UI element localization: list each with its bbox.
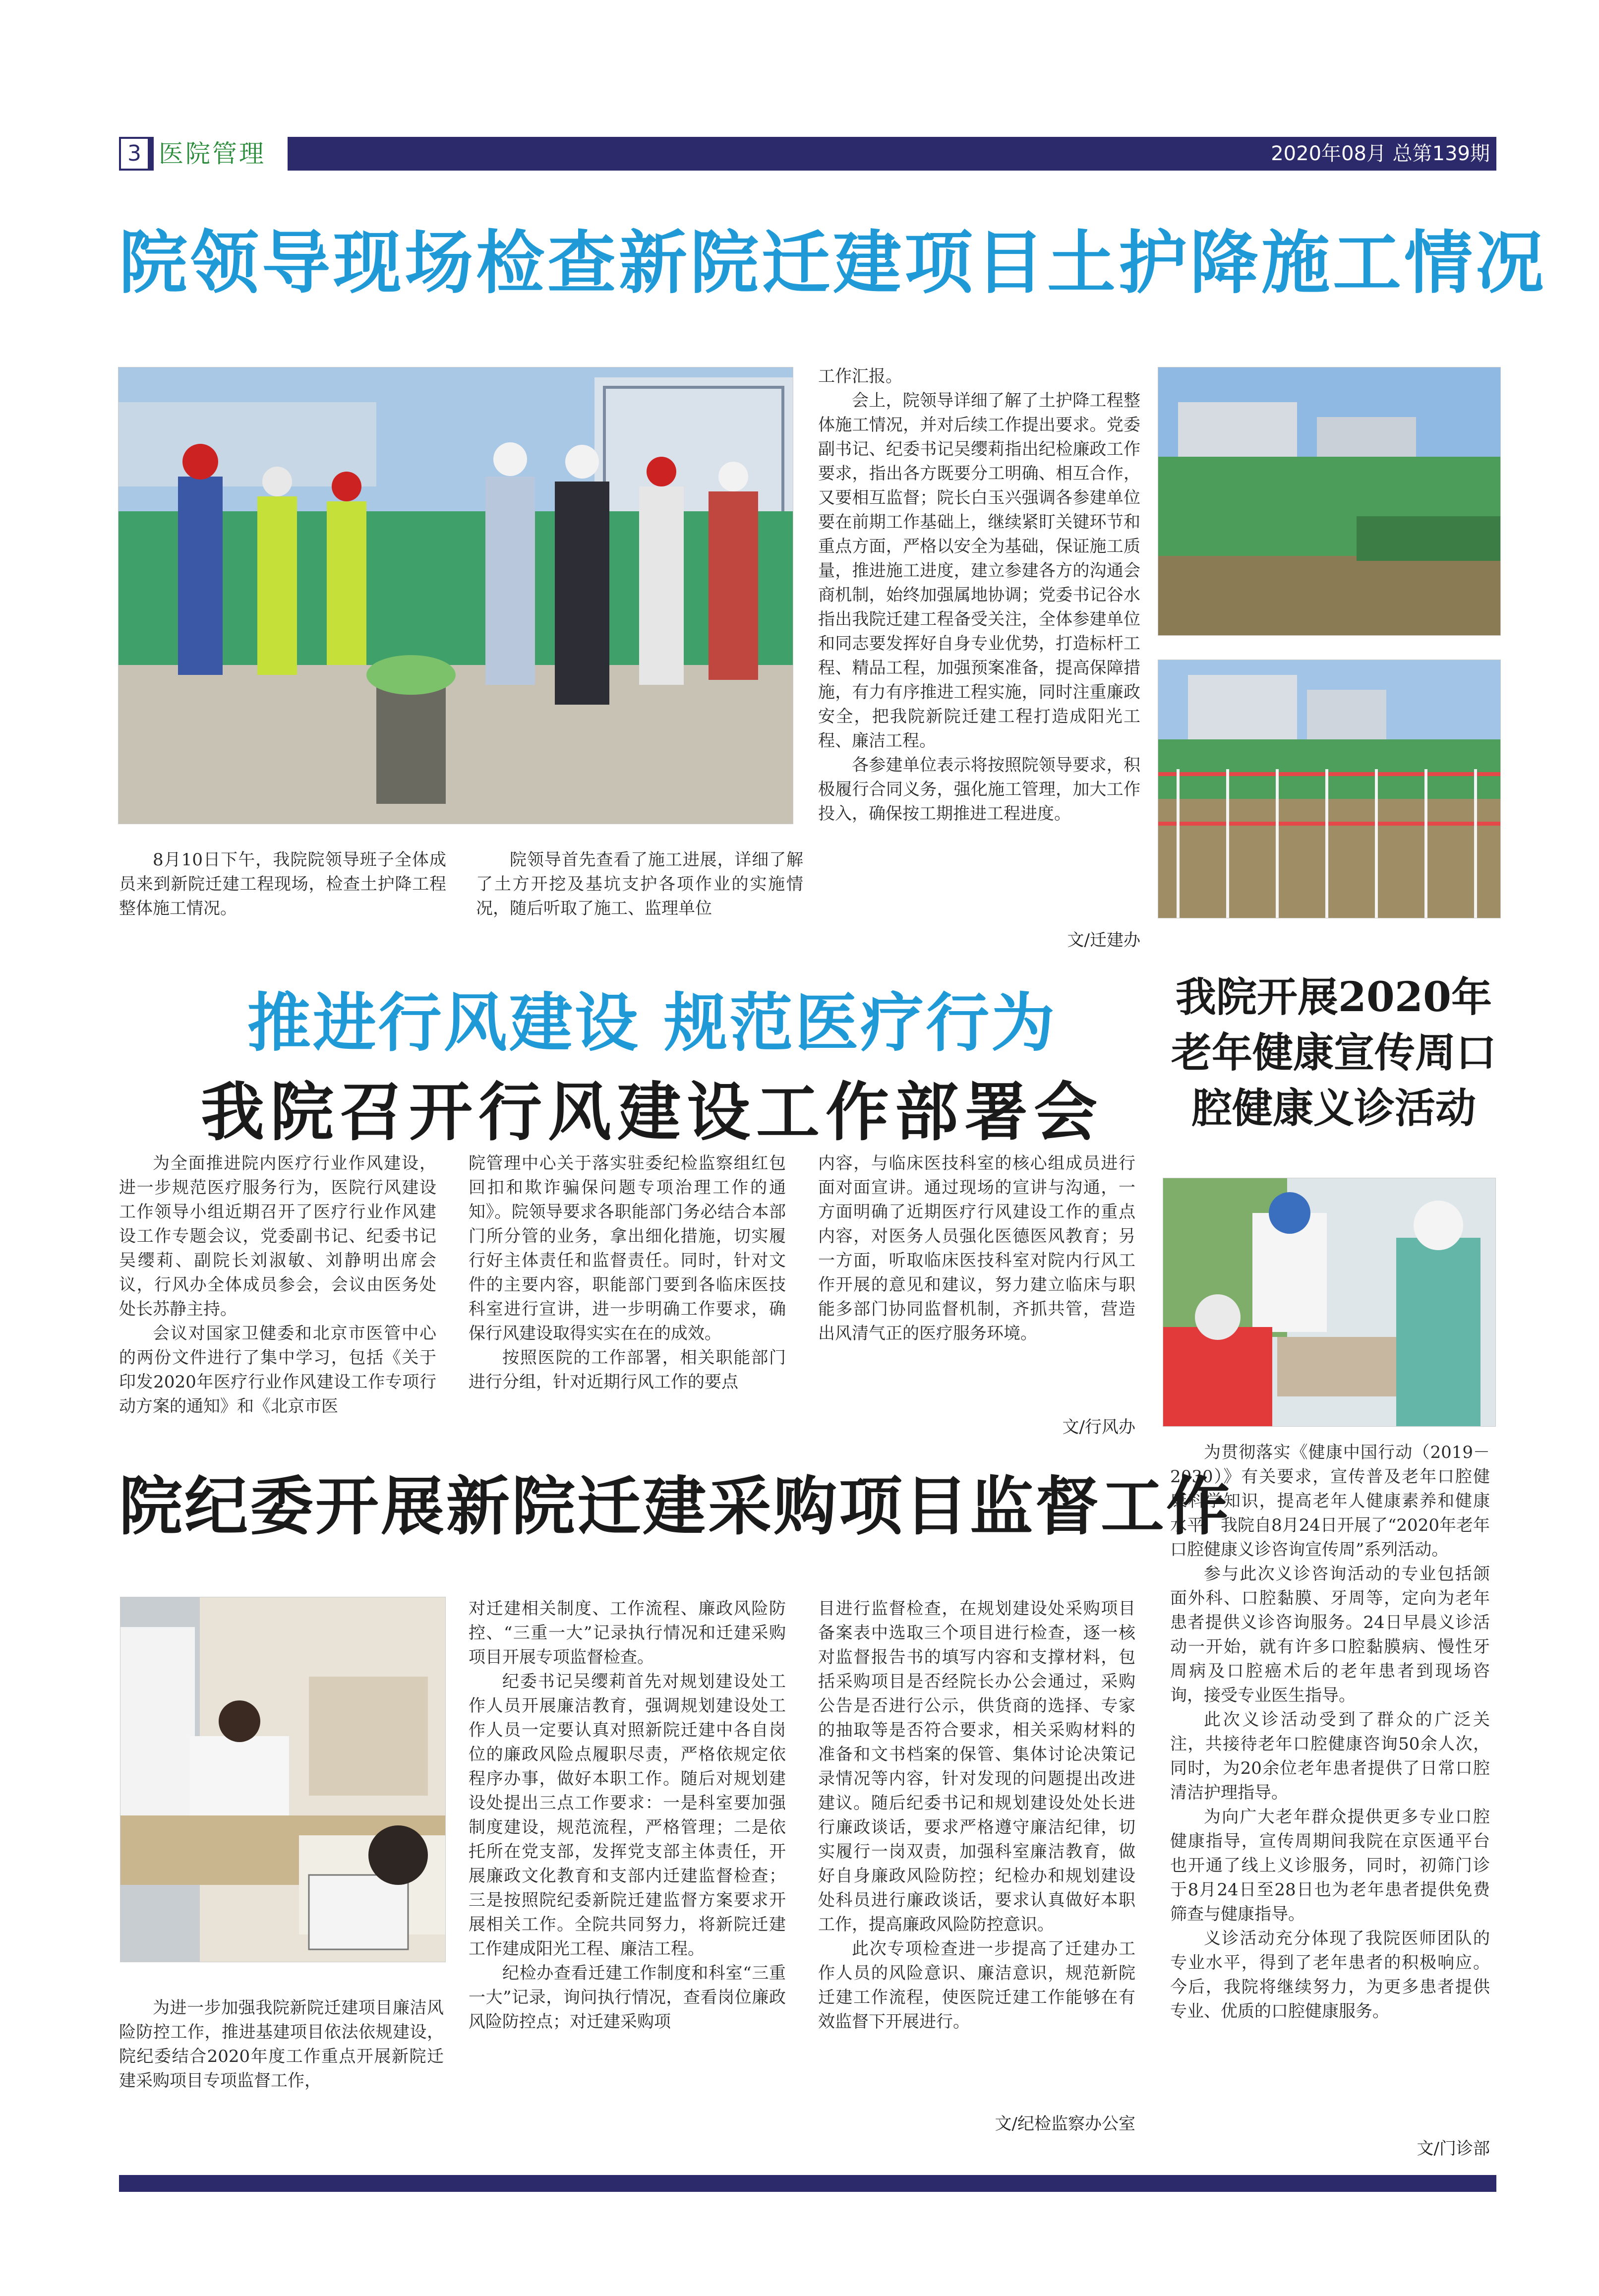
article2-column-1 — [119, 1151, 436, 1419]
paragraph: 纪检办查看迁建工作制度和科室“三重一大”记录，询问执行情况，查看岗位廉政风险防控点；对迁建采购项 — [469, 1963, 786, 2032]
paragraph: 工作汇报。 — [818, 366, 902, 386]
article2-title-line2: 我院召开行风建设工作部署会 — [200, 1075, 1103, 1149]
paragraph: 为进一步加强我院新院迁建项目廉洁风险防控工作，推进基建项目依法依规建设，院纪委结合2020年度工作重点开展新院迁建采购项目专项监督工作， — [119, 1998, 444, 2091]
article1-column-1 — [119, 848, 446, 921]
disciplinary-meeting-photo — [120, 1597, 446, 1962]
paragraph: 参与此次义诊咨询活动的专业包括颌面外科、口腔黏膜、牙周等，定向为老年患者提供义诊咨询服务。24日早晨义诊活动一开始，就有许多口腔黏膜病、慢性牙周病及口腔癌术后的老年患者到现场咨询，接受专业医生指导。 — [1170, 1564, 1490, 1705]
article1-title: 院领导现场检查新院迁建项目土护降施工情况 — [119, 222, 1547, 303]
page-number: 3 — [119, 137, 150, 171]
section-label: 医院管理 — [154, 136, 288, 172]
article3-column-3 — [818, 1597, 1135, 2034]
article2-column-3 — [818, 1151, 1135, 1346]
paragraph: 院管理中心关于落实驻委纪检监察组红包回扣和欺诈骗保问题专项治理工作的通知》。院领导要求各职能部门务必结合本部门所分管的业务，拿出细化措施，切实履行好主体责任和监督责任。同时，针对文件的主要内容，职能部门要到各临床医技科室进行宣讲，进一步明确工作要求，确保行风建设取得实实在在的成效。 — [469, 1153, 786, 1343]
paragraph: 此次专项检查进一步提高了迁建办工作人员的风险意识、廉洁意识，规范新院迁建工作流程，使医院迁建工作能够在有效监督下开展进行。 — [818, 1939, 1135, 2032]
construction-site-photo — [118, 367, 793, 824]
paragraph: 此次义诊活动受到了群众的广泛关注，共接待老年口腔健康咨询50余人次，同时，为20余位老年患者提供了日常口腔清洁护理指导。 — [1170, 1710, 1490, 1803]
article1-column-2 — [476, 848, 803, 921]
article1-column-3 — [818, 364, 1140, 826]
paragraph: 为向广大老年群众提供更多专业口腔健康指导，宣传周期间我院在京医通平台也开通了线上义诊服务，同时，初筛门诊于8月24日至28日也为老年患者提供免费筛查与健康指导。 — [1170, 1807, 1490, 1924]
article2-column-2 — [469, 1151, 786, 1394]
article4-author: 文/门诊部 — [1417, 2139, 1490, 2159]
article2-author: 文/行风办 — [1062, 1417, 1135, 1437]
article2-title-line1: 推进行风建设 规范医疗行为 — [247, 986, 1057, 1060]
article3-column-2 — [469, 1597, 786, 2034]
article3-author: 文/纪检监察办公室 — [995, 2114, 1135, 2134]
paragraph: 按照医院的工作部署，相关职能部门进行分组，针对近期行风工作的要点 — [469, 1348, 786, 1392]
fenced-site-photo — [1158, 660, 1501, 918]
paragraph: 各参建单位表示将按照院领导要求，积极履行合同义务，强化施工管理，加大工作投入，确保按工期推进工程进度。 — [818, 755, 1140, 824]
paragraph: 为贯彻落实《健康中国行动（2019－2030）》有关要求，宣传普及老年口腔健康科学知识，提高老年人健康素养和健康水平，我院自8月24日开展了“2020年老年口腔健康义诊咨询宣传周”系列活动。 — [1170, 1443, 1490, 1560]
article4-title: 我院开展2020年老年健康宣传周口腔健康义诊活动 — [1171, 973, 1496, 1132]
paragraph: 院领导首先查看了施工进展，详细了解了土方开挖及基坑支护各项作业的实施情况，随后听取了施工、监理单位 — [476, 850, 803, 918]
footer-bar — [119, 2175, 1496, 2192]
article3-title: 院纪委开展新院迁建采购项目监督工作 — [119, 1469, 1232, 1544]
paragraph: 纪委书记吴缨莉首先对规划建设处工作人员开展廉洁教育，强调规划建设处工作人员一定要认真对照新院迁建中各自岗位的廉政风险点履职尽责，严格依规定依程序办事，做好本职工作。随后对规划建设处提出三点工作要求：一是科室要加强制度建设，规范流程，严格管理；二是依托所在党支部，发挥党支部主体责任，开展廉政文化教育和支部内迁建监督检查；三是按照院纪委新院迁建监督方案要求开展相关工作。全院共同努力，将新院迁建工作建成阳光工程、廉洁工程。 — [469, 1672, 786, 1959]
paragraph: 对迁建相关制度、工作流程、廉政风险防控、“三重一大”记录执行情况和迁建采购项目开展专项监督检查。 — [469, 1599, 786, 1667]
article1-author: 文/迁建办 — [1067, 930, 1140, 950]
dental-consultation-photo — [1163, 1178, 1496, 1427]
paragraph: 义诊活动充分体现了我院医师团队的专业水平，得到了老年患者的积极响应。今后，我院将继续努力，为更多患者提供专业、优质的口腔健康服务。 — [1170, 1929, 1490, 2021]
paragraph: 目进行监督检查，在规划建设处采购项目备案表中选取三个项目进行检查，逐一核对监督报告书的填写内容和支撑材料，包括采购项目是否经院长办公会通过，采购公告是否进行公示，供货商的选择、专家的抽取等是否符合要求，相关采购材料的准备和文书档案的保管、集体讨论决策记录情况等内容，针对发现的问题提出改进建议。随后纪委书记和规划建设处处长进行廉政谈话，要求严格遵守廉洁纪律，切实履行一岗双责，加强科室廉洁教育，做好自身廉政风险防控；纪检办和规划建设处科员进行廉政谈话，要求认真做好本职工作，提高廉政风险防控意识。 — [818, 1599, 1135, 1934]
excavation-pit-photo — [1158, 367, 1501, 636]
paragraph: 会上，院领导详细了解了土护降工程整体施工情况，并对后续工作提出要求。党委副书记、纪委书记吴缨莉指出纪检廉政工作要求，指出各方既要分工明确、相互合作，又要相互监督；院长白玉兴强调各参建单位要在前期工作基础上，继续紧盯关键环节和重点方面，严格以安全为基础，保证施工质量，推进施工进度，建立参建各方的沟通会商机制，始终加强属地协调；党委书记谷水指出我院迁建工程备受关注，全体参建单位和同志要发挥好自身专业优势，打造标杆工程、精品工程，加强预案准备，提高保障措施，有力有序推进工程实施，同时注重廉政安全，把我院新院迁建工程打造成阳光工程、廉洁工程。 — [818, 391, 1140, 751]
article3-column-1 — [119, 1996, 444, 2093]
paragraph: 会议对国家卫健委和北京市医管中心的两份文件进行了集中学习，包括《关于印发2020年医疗行业作风建设工作专项行动方案的通知》和《北京市医 — [119, 1324, 436, 1416]
paragraph: 8月10日下午，我院院领导班子全体成员来到新院迁建工程现场，检查土护降工程整体施工情况。 — [119, 850, 446, 918]
issue-date: 2020年08月 总第139期 — [1271, 142, 1490, 165]
paragraph: 内容，与临床医技科室的核心组成员进行面对面宣讲。通过现场的宣讲与沟通，一方面明确了近期医疗行风建设工作的重点内容，对医务人员强化医德医风教育；另一方面，听取临床医技科室对院内行风工作开展的意见和建议，努力建立临床与职能多部门协同监督机制，齐抓共管，营造出风清气正的医疗服务环境。 — [818, 1153, 1135, 1343]
paragraph: 为全面推进院内医疗行业作风建设，进一步规范医疗服务行为，医院行风建设工作领导小组近期召开了医疗行业作风建设工作专题会议，党委副书记、纪委书记吴缨莉、副院长刘淑敏、刘静明出席会议，行风办全体成员参会，会议由医务处处长苏静主持。 — [119, 1153, 436, 1319]
